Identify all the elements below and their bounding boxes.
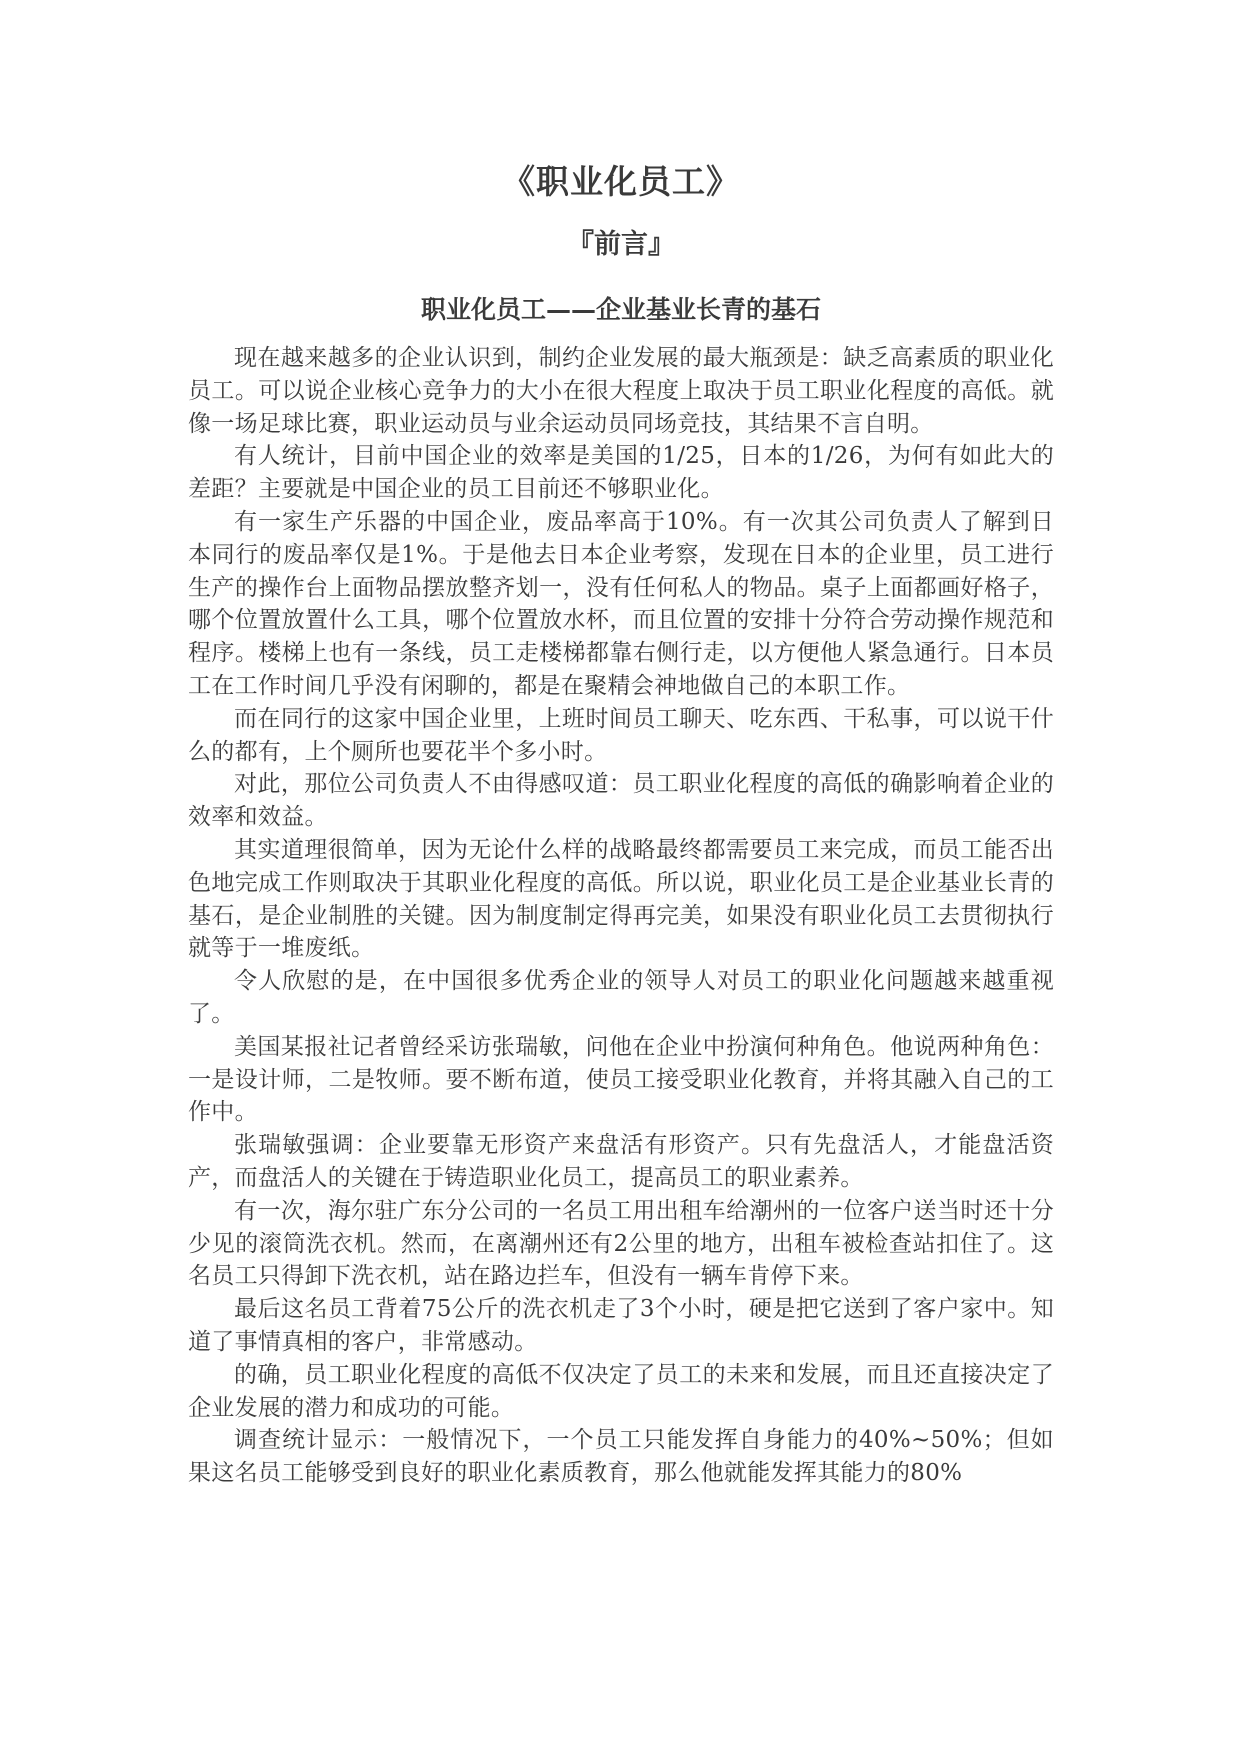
section-subtitle: 职业化员工——企业基业长青的基石	[420, 295, 821, 324]
document-title: 《职业化员工》	[502, 162, 740, 201]
paragraph: 美国某报社记者曾经采访张瑞敏，问他在企业中扮演何种角色。他说两种角色：一是设计师，二是牧师。要不断布道，使员工接受职业化教育，并将其融入自己的工作中。	[188, 1033, 1054, 1126]
paragraph: 最后这名员工背着75公斤的洗衣机走了3个小时，硬是把它送到了客户家中。知道了事情真相的客户，非常感动。	[188, 1296, 1054, 1355]
paragraph: 有一次，海尔驻广东分公司的一名员工用出租车给潮州的一位客户送当时还十分少见的滚筒洗衣机。然而，在离潮州还有2公里的地方，出租车被检查站扣住了。这名员工只得卸下洗衣机，站在路边拦车，但没有一辆车肯停下来。	[188, 1197, 1054, 1290]
paragraph: 张瑞敏强调：企业要靠无形资产来盘活有形资产。只有先盘活人，才能盘活资产，而盘活人的关键在于铸造职业化员工，提高员工的职业素养。	[188, 1132, 1054, 1191]
paragraph: 有一家生产乐器的中国企业，废品率高于10%。有一次其公司负责人了解到日本同行的废品率仅是1%。于是他去日本企业考察，发现在日本的企业里，员工进行生产的操作台上面物品摆放整齐划一，没有任何私人的物品。桌子上面都画好格子，哪个位置放置什么工具，哪个位置放水杯，而且位置的安排十分符合劳动操作规范和程序。楼梯上也有一条线，员工走楼梯都靠右侧行走，以方便他人紧急通行。日本员工在工作时间几乎没有闲聊的，都是在聚精会神地做自己的本职工作。	[188, 508, 1054, 699]
paragraph: 其实道理很简单，因为无论什么样的战略最终都需要员工来完成，而员工能否出色地完成工作则取决于其职业化程度的高低。所以说，职业化员工是企业基业长青的基石，是企业制胜的关键。因为制度制定得再完美，如果没有职业化员工去贯彻执行就等于一堆废纸。	[188, 836, 1054, 962]
paragraph: 对此，那位公司负责人不由得感叹道：员工职业化程度的高低的确影响着企业的效率和效益。	[188, 771, 1054, 831]
paragraph: 令人欣慰的是，在中国很多优秀企业的领导人对员工的职业化问题越来越重视了。	[188, 968, 1054, 1027]
paragraph: 而在同行的这家中国企业里，上班时间员工聊天、吃东西、干私事，可以说干什么的都有，上个厕所也要花半个多小时。	[188, 705, 1054, 765]
document-body	[188, 342, 1054, 1490]
paragraph: 调查统计显示：一般情况下，一个员工只能发挥自身能力的40%~50%；但如果这名员工能够受到良好的职业化素质教育，那么他就能发挥其能力的80%	[188, 1427, 1054, 1487]
paragraph: 的确，员工职业化程度的高低不仅决定了员工的未来和发展，而且还直接决定了企业发展的潜力和成功的可能。	[188, 1361, 1054, 1421]
paragraph: 有人统计，目前中国企业的效率是美国的1/25，日本的1/26，为何有如此大的差距？主要就是中国企业的员工目前还不够职业化。	[188, 443, 1054, 503]
preface-heading: 『前言』	[567, 229, 675, 260]
paragraph: 现在越来越多的企业认识到，制约企业发展的最大瓶颈是：缺乏高素质的职业化员工。可以说企业核心竞争力的大小在很大程度上取决于员工职业化程度的高低。就像一场足球比赛，职业运动员与业余运动员同场竞技，其结果不言自明。	[188, 345, 1054, 437]
